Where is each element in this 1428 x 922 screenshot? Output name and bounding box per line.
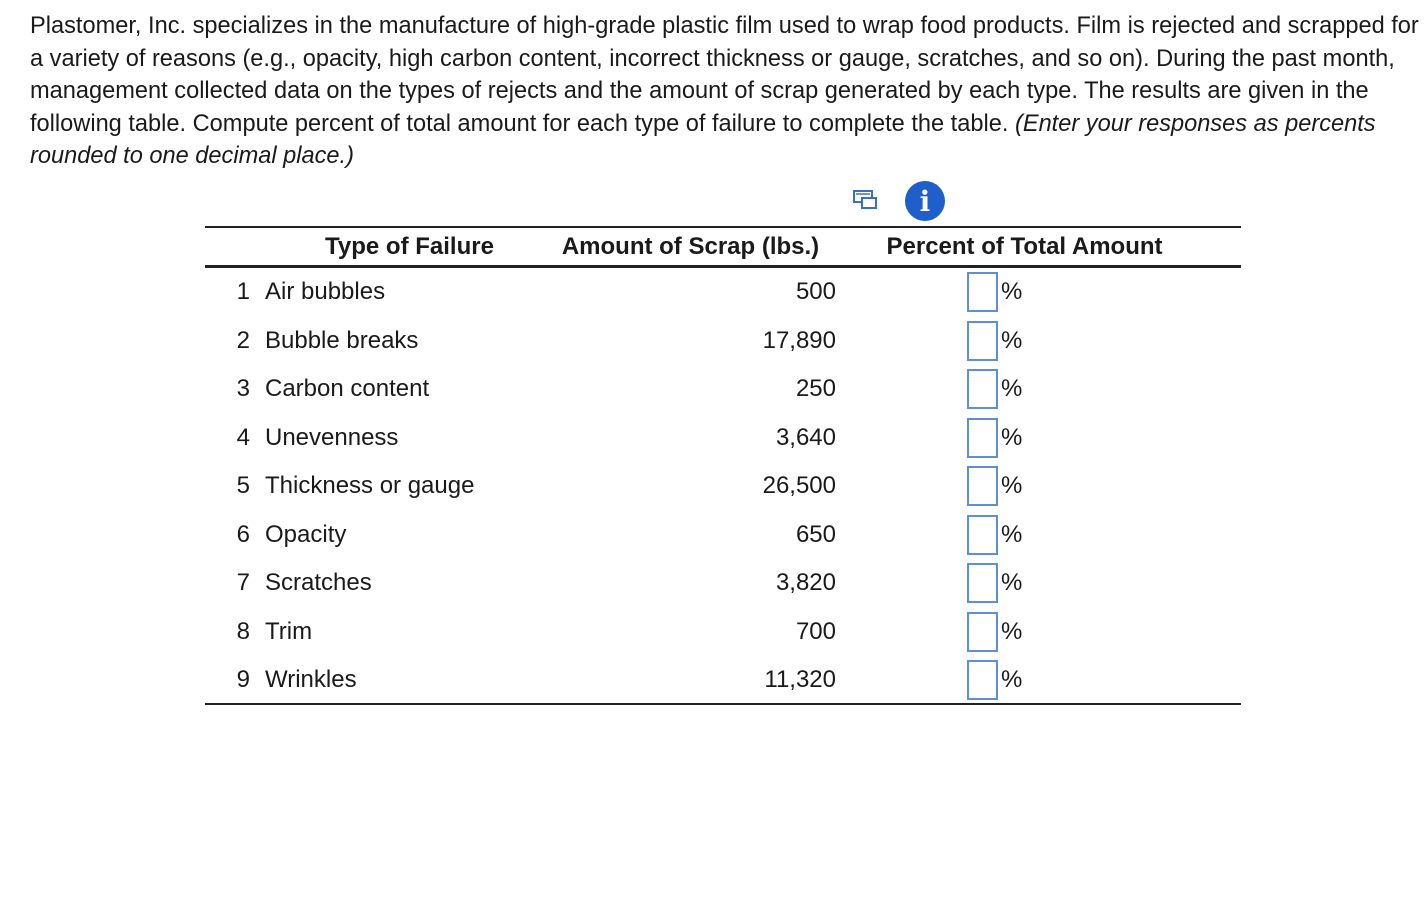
table-row	[205, 414, 1241, 463]
percent-entry	[967, 515, 1372, 555]
scrap-amount: 3,820	[775, 569, 836, 597]
percent-sign: %	[1001, 472, 1023, 500]
failure-type: Opacity	[265, 520, 347, 548]
info-glyph: i	[919, 184, 931, 218]
scrap-amount: 3,640	[775, 423, 836, 451]
percent-cell	[836, 511, 1241, 560]
percent-sign: %	[1001, 375, 1023, 403]
failure-type: Carbon content	[265, 375, 430, 403]
percent-sign: %	[1001, 665, 1023, 693]
row-number: 6	[236, 520, 250, 548]
percent-sign: %	[1001, 520, 1023, 548]
failure-type: Wrinkles	[265, 656, 545, 704]
header-type-of-failure: Type of Failure	[205, 227, 545, 267]
failure-type: Air bubbles	[265, 278, 386, 306]
table-row	[205, 656, 1241, 704]
percent-input[interactable]	[967, 515, 998, 555]
row-number: 8	[236, 617, 250, 645]
table-row	[205, 559, 1241, 608]
row-number: 9	[205, 656, 265, 704]
table-row	[205, 317, 1241, 366]
row-number: 4	[236, 423, 250, 451]
percent-entry	[967, 369, 1372, 409]
scrap-amount: 250	[795, 375, 836, 403]
row-number: 7	[236, 569, 250, 597]
percent-entry	[967, 272, 1372, 312]
scrap-amount: 17,890	[762, 326, 836, 354]
failure-type: Thickness or gauge	[265, 472, 475, 500]
question-text	[30, 10, 1422, 173]
info-icon[interactable]	[905, 181, 945, 221]
percent-entry	[967, 612, 1372, 652]
failure-type: Unevenness	[265, 423, 399, 451]
percent-cell	[836, 267, 1241, 317]
percent-input[interactable]	[967, 272, 998, 312]
percent-input[interactable]	[967, 660, 998, 700]
percent-entry	[967, 321, 1372, 361]
question-body: Plastomer, Inc. specializes in the manufacture of high-grade plastic film used to wrap food products. Film is rejected and scrapped for a variety of reasons (e.g., opacity, high carbon content, incorrect thickness or gauge, scratches, and so on). During the past month, management collected data on the types of rejects and the amount of scrap generated by each type. The results are given in the following table. Compute percent of total amount for each type of failure to complete the table.	[30, 13, 1419, 137]
percent-cell	[836, 656, 1241, 704]
percent-input[interactable]	[967, 321, 998, 361]
percent-entry	[967, 466, 1372, 506]
scrap-table	[205, 226, 1241, 705]
scrap-amount: 700	[795, 617, 836, 645]
percent-sign: %	[1001, 326, 1023, 354]
percent-sign: %	[1001, 569, 1023, 597]
percent-cell	[836, 414, 1241, 463]
scrap-amount: 650	[795, 520, 836, 548]
table-row	[205, 608, 1241, 657]
percent-cell	[836, 608, 1241, 657]
percent-cell	[836, 317, 1241, 366]
percent-input[interactable]	[967, 563, 998, 603]
percent-sign: %	[1001, 278, 1023, 306]
table-row	[205, 365, 1241, 414]
table-row	[205, 511, 1241, 560]
scrap-amount: 500	[795, 278, 836, 306]
percent-cell	[836, 462, 1241, 511]
failure-type: Trim	[265, 617, 313, 645]
percent-input[interactable]	[967, 369, 998, 409]
header-amount-of-scrap: Amount of Scrap (lbs.)	[545, 227, 836, 267]
row-number: 1	[236, 278, 250, 306]
row-number: 2	[236, 326, 250, 354]
table-header-row	[205, 227, 1241, 267]
table-row	[205, 462, 1241, 511]
percent-input[interactable]	[967, 612, 998, 652]
percent-cell	[836, 559, 1241, 608]
percent-input[interactable]	[967, 418, 998, 458]
copy-data-icon[interactable]	[852, 189, 880, 213]
table-row	[205, 267, 1241, 317]
scrap-amount: 26,500	[762, 472, 836, 500]
question-instruction: (Enter your responses as percents rounded to one decimal place.)	[30, 110, 1376, 169]
row-number: 5	[236, 472, 250, 500]
header-percent-of-total: Percent of Total Amount	[836, 227, 1241, 267]
scrap-amount: 11,320	[545, 656, 836, 704]
percent-sign: %	[1001, 617, 1023, 645]
table-tools	[850, 181, 950, 221]
percent-entry	[967, 418, 1372, 458]
row-number: 3	[236, 375, 250, 403]
percent-entry	[967, 660, 1372, 700]
percent-sign: %	[1001, 423, 1023, 451]
percent-input[interactable]	[967, 466, 998, 506]
percent-entry	[967, 563, 1372, 603]
failure-type: Scratches	[265, 569, 372, 597]
failure-type: Bubble breaks	[265, 326, 419, 354]
percent-cell	[836, 365, 1241, 414]
